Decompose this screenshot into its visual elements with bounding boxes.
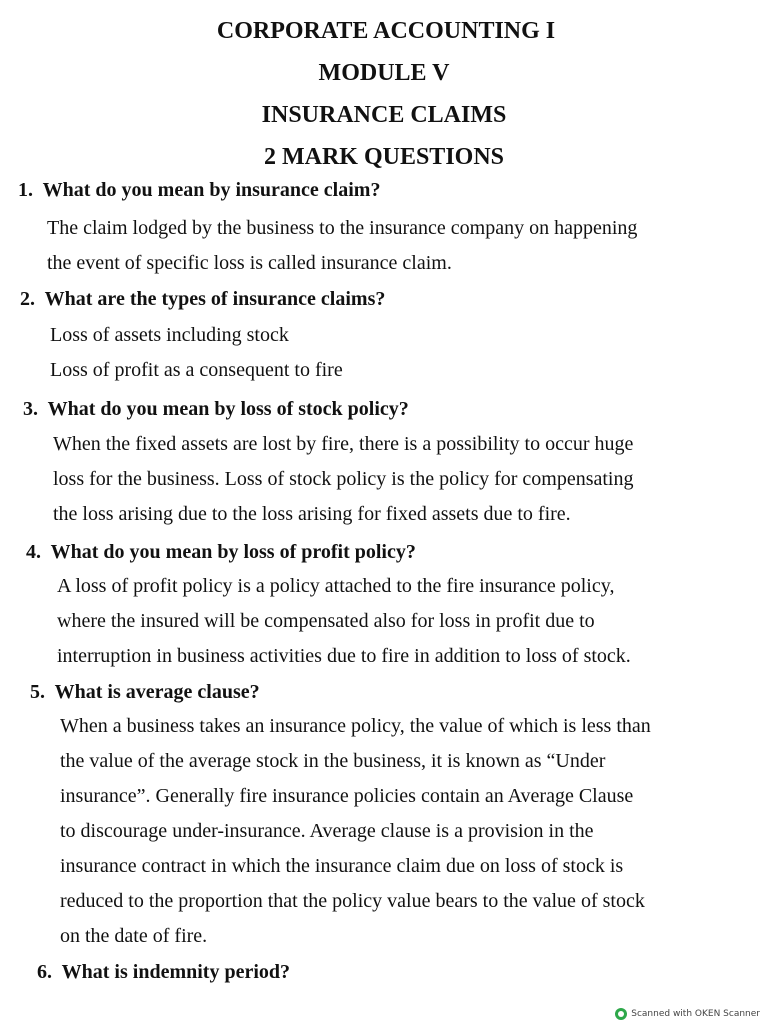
question-number: 2. — [20, 288, 35, 310]
question-heading — [0, 175, 768, 205]
course-title: CORPORATE ACCOUNTING I — [216, 18, 556, 44]
answer-line: Loss of profit as a consequent to fire — [50, 359, 343, 381]
question-heading — [0, 957, 768, 987]
answer-block — [0, 427, 768, 532]
question-item — [0, 957, 768, 987]
scanner-watermark-text: Scanned with OKEN Scanner — [631, 1009, 760, 1019]
answer-line: insurance”. Generally fire insurance policies contain an Average Clause — [60, 785, 634, 807]
answer-line: The claim lodged by the business to the insurance company on happening — [47, 217, 638, 239]
scanner-watermark — [615, 1008, 760, 1020]
answer-block — [0, 709, 768, 954]
question-heading — [0, 537, 768, 567]
answer-line: the loss arising due to the loss arising for fixed assets due to fire. — [53, 503, 571, 525]
question-text: What do you mean by loss of profit policy? — [50, 541, 416, 563]
answer-block — [0, 211, 768, 281]
question-text: What do you mean by insurance claim? — [42, 179, 381, 201]
answer-line: to discourage under-insurance. Average clause is a provision in the — [60, 820, 594, 842]
question-item — [0, 394, 768, 532]
answer-line: When the fixed assets are lost by fire, there is a possibility to occur huge — [53, 433, 634, 455]
question-item — [0, 537, 768, 674]
question-item — [0, 677, 768, 954]
question-text: What do you mean by loss of stock policy? — [47, 398, 409, 420]
answer-line: interruption in business activities due to fire in addition to loss of stock. — [57, 645, 631, 667]
answer-line: Loss of assets including stock — [50, 324, 289, 346]
question-number: 4. — [26, 541, 41, 563]
answer-line: insurance contract in which the insurance claim due on loss of stock is — [60, 855, 624, 877]
answer-block — [0, 318, 768, 388]
answer-block — [0, 569, 768, 674]
question-item — [0, 175, 768, 281]
answer-line: the event of specific loss is called insurance claim. — [47, 252, 452, 274]
answer-line: loss for the business. Loss of stock policy is the policy for compensating — [53, 468, 634, 490]
answer-line: the value of the average stock in the business, it is known as “Under — [60, 750, 606, 772]
question-text: What is indemnity period? — [61, 961, 290, 983]
module-title: MODULE V — [318, 60, 450, 86]
question-number: 5. — [30, 681, 45, 703]
question-number: 3. — [23, 398, 38, 420]
question-item — [0, 284, 768, 388]
question-text: What are the types of insurance claims? — [44, 288, 386, 310]
answer-line: on the date of fire. — [60, 925, 208, 947]
answer-line: When a business takes an insurance policy, the value of which is less than — [60, 715, 651, 737]
question-text: What is average clause? — [54, 681, 260, 703]
question-heading — [0, 394, 768, 424]
question-number: 6. — [37, 961, 52, 983]
section-title: 2 MARK QUESTIONS — [263, 144, 505, 170]
question-heading — [0, 677, 768, 707]
answer-line: A loss of profit policy is a policy attached to the fire insurance policy, — [57, 575, 615, 597]
question-number: 1. — [18, 179, 33, 201]
topic-title: INSURANCE CLAIMS — [261, 102, 507, 128]
oken-scanner-logo-icon — [615, 1008, 627, 1020]
answer-line: where the insured will be compensated also for loss in profit due to — [57, 610, 595, 632]
question-heading — [0, 284, 768, 314]
answer-line: reduced to the proportion that the policy value bears to the value of stock — [60, 890, 645, 912]
document-headings — [0, 10, 768, 178]
